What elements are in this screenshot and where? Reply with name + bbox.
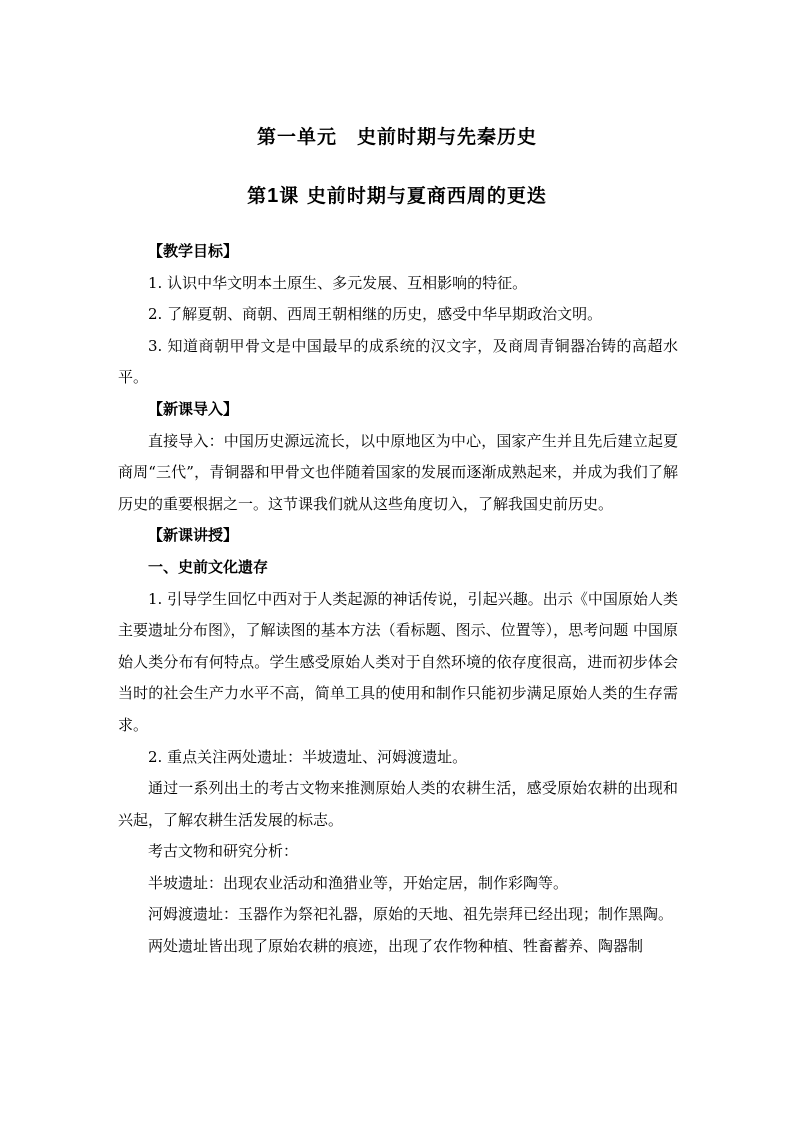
section-heading-teaching-goals: 【教学目标】	[148, 242, 239, 260]
instruction-paragraph-7: 两处遗址皆出现了原始农耕的痕迹，出现了农作物种植、牲畜蓄养、陶器制	[148, 937, 644, 956]
unit-title: 第一单元 史前时期与先秦历史	[256, 126, 537, 148]
lesson-title	[0, 181, 794, 208]
introduction-paragraph: 直接导入：中国历史源远流长，以中原地区为中心，国家产生并且先后建立起夏商周“三代”，青铜器和甲骨文也伴随着国家的发展而逐渐成熟起来，并成为我们了解历史的重要根据之一。这节课我们就从这些角度切入，了解我国史前历史。	[118, 431, 678, 513]
section-heading-introduction: 【新课导入】	[148, 399, 239, 418]
instruction-paragraph-5: 半坡遗址：出现农业活动和渔猎业等，开始定居，制作彩陶等。	[148, 873, 569, 892]
lesson-prefix: 第	[247, 185, 268, 207]
lesson-body	[118, 236, 678, 963]
instruction-paragraph-4: 考古文物和研究分析：	[148, 842, 299, 861]
instruction-paragraph-2: 2. 重点关注两处遗址：半坡遗址、河姆渡遗址。	[148, 747, 468, 766]
instruction-paragraph-6: 河姆渡遗址：玉器作为祭祀礼器，原始的天地、祖先崇拜已经出现；制作黑陶。	[148, 905, 674, 924]
lesson-suffix: 课 史前时期与夏商西周的更迭	[279, 185, 547, 207]
subheading-prehistoric-remains: 一、史前文化遗存	[148, 557, 269, 576]
instruction-paragraph-3: 通过一系列出土的考古文物来推测原始人类的农耕生活，感受原始农耕的出现和兴起，了解农耕生活发展的标志。	[118, 779, 678, 829]
goal-item-1: 1. 认识中华文明本土原生、多元发展、互相影响的特征。	[148, 273, 528, 292]
section-heading-instruction: 【新课讲授】	[148, 526, 239, 545]
instruction-paragraph-1: 1. 引导学生回忆中西对于人类起源的神话传说，引起兴趣。出示《中国原始人类主要遗址分布图》，了解读图的基本方法（看标题、图示、位置等），思考问题 中国原始人类分布有何特点。学生感受原始人类对于自然环境的依存度很高，进而初步体会当时的社会生产力水平不高，简单工具的使用和制作只能初步满足原始人类的生存需求。	[118, 589, 678, 734]
goal-item-2: 2. 了解夏朝、商朝、西周王朝相继的历史，感受中华早期政治文明。	[148, 305, 603, 324]
lesson-number: 1	[267, 185, 280, 207]
goal-item-3: 3. 知道商朝甲骨文是中国最早的成系统的汉文字，及商周青铜器冶铸的高超水平。	[118, 336, 678, 387]
